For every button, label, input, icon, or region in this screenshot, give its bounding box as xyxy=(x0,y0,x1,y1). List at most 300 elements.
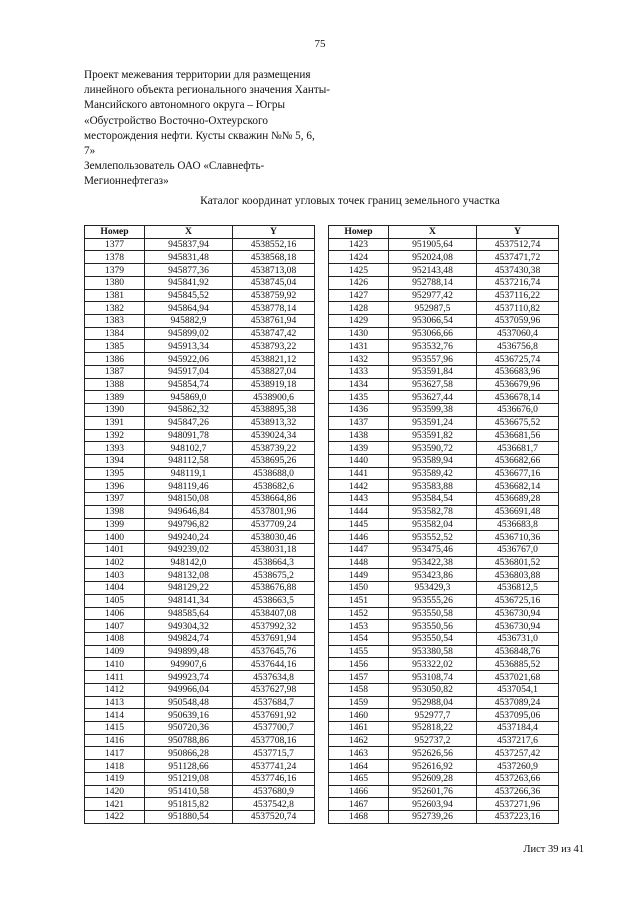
cell-y: 4537644,16 xyxy=(233,658,315,671)
table-row xyxy=(85,811,315,824)
cell-point-number: 1433 xyxy=(329,365,389,378)
cell-y: 4536725,74 xyxy=(477,353,559,366)
cell-point-number: 1449 xyxy=(329,569,389,582)
cell-y: 4536725,16 xyxy=(477,594,559,607)
cell-x: 952609,28 xyxy=(389,772,477,785)
cell-y: 4537741,24 xyxy=(233,760,315,773)
header-line: «Обустройство Восточно-Охтеурского xyxy=(84,114,268,127)
cell-x: 953583,88 xyxy=(389,480,477,493)
column-header-y: Y xyxy=(477,226,559,239)
table-row xyxy=(329,454,559,467)
table-row xyxy=(85,416,315,429)
table-row xyxy=(329,722,559,735)
cell-y: 4536730,94 xyxy=(477,620,559,633)
cell-point-number: 1380 xyxy=(85,276,145,289)
table-row xyxy=(85,518,315,531)
cell-y: 4539024,34 xyxy=(233,429,315,442)
cell-x: 952818,22 xyxy=(389,722,477,735)
table-row xyxy=(85,658,315,671)
cell-x: 948091,78 xyxy=(145,429,233,442)
cell-x: 950548,48 xyxy=(145,696,233,709)
coordinates-table-left xyxy=(84,225,315,824)
cell-y: 4536681,7 xyxy=(477,442,559,455)
cell-point-number: 1456 xyxy=(329,658,389,671)
cell-x: 953552,52 xyxy=(389,531,477,544)
cell-x: 952977,42 xyxy=(389,289,477,302)
cell-y: 4536803,88 xyxy=(477,569,559,582)
cell-x: 945882,9 xyxy=(145,315,233,328)
cell-y: 4538030,46 xyxy=(233,531,315,544)
cell-point-number: 1430 xyxy=(329,327,389,340)
cell-x: 949923,74 xyxy=(145,671,233,684)
cell-x: 950866,28 xyxy=(145,747,233,760)
table-row xyxy=(329,747,559,760)
cell-point-number: 1395 xyxy=(85,467,145,480)
cell-y: 4537430,38 xyxy=(477,264,559,277)
table-row xyxy=(329,671,559,684)
cell-y: 4537116,22 xyxy=(477,289,559,302)
cell-point-number: 1459 xyxy=(329,696,389,709)
cell-x: 948119,1 xyxy=(145,467,233,480)
cell-y: 4537184,4 xyxy=(477,722,559,735)
cell-point-number: 1399 xyxy=(85,518,145,531)
table-row xyxy=(85,251,315,264)
cell-y: 4537715,7 xyxy=(233,747,315,760)
table-row xyxy=(85,238,315,251)
cell-x: 951128,66 xyxy=(145,760,233,773)
cell-y: 4538031,18 xyxy=(233,543,315,556)
cell-x: 953066,54 xyxy=(389,315,477,328)
cell-x: 945831,48 xyxy=(145,251,233,264)
cell-point-number: 1427 xyxy=(329,289,389,302)
cell-point-number: 1420 xyxy=(85,785,145,798)
column-header-y: Y xyxy=(233,226,315,239)
table-row xyxy=(329,798,559,811)
cell-y: 4538759,92 xyxy=(233,289,315,302)
cell-x: 945917,04 xyxy=(145,365,233,378)
cell-y: 4538745,04 xyxy=(233,276,315,289)
cell-x: 949824,74 xyxy=(145,633,233,646)
cell-y: 4536682,14 xyxy=(477,480,559,493)
table-row xyxy=(329,289,559,302)
cell-x: 945922,06 xyxy=(145,353,233,366)
cell-x: 953599,38 xyxy=(389,404,477,417)
table-row xyxy=(85,289,315,302)
table-row xyxy=(85,582,315,595)
cell-y: 4538761,94 xyxy=(233,315,315,328)
cell-point-number: 1404 xyxy=(85,582,145,595)
cell-x: 945913,34 xyxy=(145,340,233,353)
table-row xyxy=(85,620,315,633)
cell-x: 953422,38 xyxy=(389,556,477,569)
cell-x: 951880,54 xyxy=(145,811,233,824)
table-row xyxy=(85,493,315,506)
table-row xyxy=(329,696,559,709)
cell-x: 953050,82 xyxy=(389,683,477,696)
cell-x: 953589,42 xyxy=(389,467,477,480)
cell-y: 4536679,96 xyxy=(477,378,559,391)
column-header-number: Номер xyxy=(329,226,389,239)
header-line: Мегионнефтегаз» xyxy=(84,175,169,188)
cell-point-number: 1381 xyxy=(85,289,145,302)
cell-x: 945845,52 xyxy=(145,289,233,302)
cell-point-number: 1403 xyxy=(85,569,145,582)
cell-point-number: 1394 xyxy=(85,454,145,467)
cell-x: 952143,48 xyxy=(389,264,477,277)
cell-x: 952601,76 xyxy=(389,785,477,798)
cell-y: 4538778,14 xyxy=(233,302,315,315)
cell-x: 950639,16 xyxy=(145,709,233,722)
cell-point-number: 1422 xyxy=(85,811,145,824)
cell-x: 949966,04 xyxy=(145,683,233,696)
table-row xyxy=(329,811,559,824)
cell-point-number: 1409 xyxy=(85,645,145,658)
table-row xyxy=(85,264,315,277)
cell-point-number: 1460 xyxy=(329,709,389,722)
cell-y: 4537257,42 xyxy=(477,747,559,760)
table-row xyxy=(329,467,559,480)
cell-point-number: 1439 xyxy=(329,442,389,455)
cell-point-number: 1458 xyxy=(329,683,389,696)
cell-point-number: 1393 xyxy=(85,442,145,455)
column-header-x: X xyxy=(145,226,233,239)
cell-point-number: 1455 xyxy=(329,645,389,658)
table-row xyxy=(329,543,559,556)
cell-point-number: 1437 xyxy=(329,416,389,429)
cell-y: 4536677,16 xyxy=(477,467,559,480)
cell-point-number: 1411 xyxy=(85,671,145,684)
cell-y: 4537021,68 xyxy=(477,671,559,684)
cell-x: 949304,32 xyxy=(145,620,233,633)
cell-x: 952626,56 xyxy=(389,747,477,760)
table-row xyxy=(329,340,559,353)
cell-y: 4538552,16 xyxy=(233,238,315,251)
cell-x: 949899,48 xyxy=(145,645,233,658)
cell-x: 945837,94 xyxy=(145,238,233,251)
cell-x: 953627,44 xyxy=(389,391,477,404)
column-header-number: Номер xyxy=(85,226,145,239)
table-row xyxy=(329,518,559,531)
cell-point-number: 1388 xyxy=(85,378,145,391)
cell-point-number: 1406 xyxy=(85,607,145,620)
cell-y: 4536691,48 xyxy=(477,505,559,518)
cell-x: 948142,0 xyxy=(145,556,233,569)
cell-x: 953591,82 xyxy=(389,429,477,442)
cell-x: 953555,26 xyxy=(389,594,477,607)
table-row xyxy=(329,416,559,429)
cell-y: 4538739,22 xyxy=(233,442,315,455)
cell-point-number: 1445 xyxy=(329,518,389,531)
table-row xyxy=(85,594,315,607)
cell-x: 953066,66 xyxy=(389,327,477,340)
cell-y: 4537992,32 xyxy=(233,620,315,633)
table-row xyxy=(85,378,315,391)
cell-point-number: 1386 xyxy=(85,353,145,366)
table-row xyxy=(329,785,559,798)
table-row xyxy=(85,505,315,518)
cell-point-number: 1428 xyxy=(329,302,389,315)
cell-point-number: 1454 xyxy=(329,633,389,646)
cell-y: 4538676,88 xyxy=(233,582,315,595)
cell-point-number: 1378 xyxy=(85,251,145,264)
cell-point-number: 1407 xyxy=(85,620,145,633)
cell-point-number: 1401 xyxy=(85,543,145,556)
cell-point-number: 1377 xyxy=(85,238,145,251)
table-row xyxy=(85,645,315,658)
table-row xyxy=(329,620,559,633)
cell-y: 4538827,04 xyxy=(233,365,315,378)
cell-x: 948112,58 xyxy=(145,454,233,467)
cell-point-number: 1453 xyxy=(329,620,389,633)
cell-y: 4536710,36 xyxy=(477,531,559,544)
table-row xyxy=(329,505,559,518)
cell-y: 4536756,8 xyxy=(477,340,559,353)
cell-x: 953550,58 xyxy=(389,607,477,620)
table-row xyxy=(85,404,315,417)
cell-y: 4536689,28 xyxy=(477,493,559,506)
cell-x: 951219,08 xyxy=(145,772,233,785)
cell-point-number: 1413 xyxy=(85,696,145,709)
cell-x: 949240,24 xyxy=(145,531,233,544)
cell-y: 4538688,0 xyxy=(233,467,315,480)
cell-y: 4536683,96 xyxy=(477,365,559,378)
cell-point-number: 1457 xyxy=(329,671,389,684)
table-row xyxy=(85,798,315,811)
cell-y: 4537216,74 xyxy=(477,276,559,289)
cell-x: 952737,2 xyxy=(389,734,477,747)
table-row xyxy=(85,607,315,620)
cell-y: 4536812,5 xyxy=(477,582,559,595)
cell-y: 4537512,74 xyxy=(477,238,559,251)
page-number: 75 xyxy=(314,38,326,50)
cell-x: 945864,94 xyxy=(145,302,233,315)
table-row xyxy=(329,251,559,264)
table-row xyxy=(85,454,315,467)
header-line: линейного объекта регионального значения Ханты- xyxy=(84,84,330,97)
cell-x: 953582,78 xyxy=(389,505,477,518)
cell-point-number: 1436 xyxy=(329,404,389,417)
cell-y: 4537471,72 xyxy=(477,251,559,264)
cell-point-number: 1462 xyxy=(329,734,389,747)
cell-x: 950788,86 xyxy=(145,734,233,747)
cell-y: 4537263,66 xyxy=(477,772,559,785)
cell-x: 945847,26 xyxy=(145,416,233,429)
cell-x: 951815,82 xyxy=(145,798,233,811)
cell-x: 953589,94 xyxy=(389,454,477,467)
cell-y: 4538663,5 xyxy=(233,594,315,607)
cell-point-number: 1452 xyxy=(329,607,389,620)
table-row xyxy=(329,353,559,366)
cell-point-number: 1426 xyxy=(329,276,389,289)
cell-y: 4537089,24 xyxy=(477,696,559,709)
cell-point-number: 1432 xyxy=(329,353,389,366)
cell-x: 945869,0 xyxy=(145,391,233,404)
cell-x: 953590,72 xyxy=(389,442,477,455)
cell-x: 948150,08 xyxy=(145,493,233,506)
cell-point-number: 1446 xyxy=(329,531,389,544)
cell-y: 4537634,8 xyxy=(233,671,315,684)
cell-point-number: 1391 xyxy=(85,416,145,429)
table-row xyxy=(85,722,315,735)
cell-point-number: 1424 xyxy=(329,251,389,264)
cell-point-number: 1440 xyxy=(329,454,389,467)
cell-y: 4538747,42 xyxy=(233,327,315,340)
table-row xyxy=(329,709,559,722)
table-row xyxy=(329,391,559,404)
cell-point-number: 1397 xyxy=(85,493,145,506)
table-row xyxy=(329,772,559,785)
table-row xyxy=(329,276,559,289)
cell-y: 4536767,0 xyxy=(477,543,559,556)
cell-point-number: 1468 xyxy=(329,811,389,824)
cell-y: 4537684,7 xyxy=(233,696,315,709)
table-row xyxy=(329,582,559,595)
table-header-row xyxy=(85,226,315,239)
cell-point-number: 1467 xyxy=(329,798,389,811)
table-row xyxy=(329,264,559,277)
table-row xyxy=(85,302,315,315)
cell-x: 952977,7 xyxy=(389,709,477,722)
table-row xyxy=(85,760,315,773)
cell-y: 4538793,22 xyxy=(233,340,315,353)
cell-y: 4537708,16 xyxy=(233,734,315,747)
cell-x: 945877,36 xyxy=(145,264,233,277)
cell-point-number: 1412 xyxy=(85,683,145,696)
cell-y: 4536885,52 xyxy=(477,658,559,671)
cell-y: 4537217,6 xyxy=(477,734,559,747)
cell-y: 4537059,96 xyxy=(477,315,559,328)
cell-point-number: 1389 xyxy=(85,391,145,404)
cell-y: 4537260,9 xyxy=(477,760,559,773)
table-row xyxy=(85,429,315,442)
cell-y: 4537691,94 xyxy=(233,633,315,646)
cell-y: 4537542,8 xyxy=(233,798,315,811)
table-row xyxy=(329,683,559,696)
cell-x: 952616,92 xyxy=(389,760,477,773)
cell-point-number: 1415 xyxy=(85,722,145,735)
table-row xyxy=(329,327,559,340)
table-row xyxy=(85,340,315,353)
cell-x: 949796,82 xyxy=(145,518,233,531)
cell-point-number: 1451 xyxy=(329,594,389,607)
cell-point-number: 1425 xyxy=(329,264,389,277)
table-row xyxy=(85,785,315,798)
table-row xyxy=(329,493,559,506)
cell-y: 4538682,6 xyxy=(233,480,315,493)
cell-point-number: 1443 xyxy=(329,493,389,506)
cell-point-number: 1414 xyxy=(85,709,145,722)
cell-x: 948585,64 xyxy=(145,607,233,620)
header-line: Мансийского автономного округа – Югры xyxy=(84,99,286,112)
header-line: 7» xyxy=(84,145,96,158)
cell-y: 4537266,36 xyxy=(477,785,559,798)
table-row xyxy=(85,734,315,747)
cell-y: 4536676,0 xyxy=(477,404,559,417)
cell-point-number: 1435 xyxy=(329,391,389,404)
table-row xyxy=(85,683,315,696)
cell-x: 945862,32 xyxy=(145,404,233,417)
table-row xyxy=(85,556,315,569)
table-row xyxy=(85,467,315,480)
cell-point-number: 1429 xyxy=(329,315,389,328)
header-line: Землепользователь ОАО «Славнефть- xyxy=(84,160,265,173)
table-row xyxy=(85,696,315,709)
cell-point-number: 1387 xyxy=(85,365,145,378)
cell-y: 4538695,26 xyxy=(233,454,315,467)
cell-x: 953627,58 xyxy=(389,378,477,391)
cell-point-number: 1461 xyxy=(329,722,389,735)
cell-point-number: 1405 xyxy=(85,594,145,607)
table-row xyxy=(329,404,559,417)
table-row xyxy=(329,645,559,658)
cell-x: 953322,02 xyxy=(389,658,477,671)
cell-x: 953591,84 xyxy=(389,365,477,378)
cell-point-number: 1447 xyxy=(329,543,389,556)
cell-point-number: 1382 xyxy=(85,302,145,315)
cell-y: 4536682,66 xyxy=(477,454,559,467)
cell-x: 953475,46 xyxy=(389,543,477,556)
cell-y: 4538713,08 xyxy=(233,264,315,277)
cell-x: 945899,02 xyxy=(145,327,233,340)
cell-x: 948129,22 xyxy=(145,582,233,595)
cell-y: 4537054,1 xyxy=(477,683,559,696)
catalog-title: Каталог координат угловых точек границ земельного участка xyxy=(200,195,500,207)
table-row xyxy=(85,327,315,340)
cell-y: 4537060,4 xyxy=(477,327,559,340)
table-row xyxy=(329,556,559,569)
cell-point-number: 1392 xyxy=(85,429,145,442)
table-row xyxy=(85,531,315,544)
cell-x: 953380,58 xyxy=(389,645,477,658)
cell-x: 949239,02 xyxy=(145,543,233,556)
cell-y: 4538675,2 xyxy=(233,569,315,582)
cell-x: 953582,04 xyxy=(389,518,477,531)
table-row xyxy=(85,353,315,366)
cell-point-number: 1441 xyxy=(329,467,389,480)
cell-x: 952603,94 xyxy=(389,798,477,811)
coordinates-table-right xyxy=(328,225,559,824)
cell-y: 4537271,96 xyxy=(477,798,559,811)
cell-y: 4536678,14 xyxy=(477,391,559,404)
cell-x: 952739,26 xyxy=(389,811,477,824)
cell-y: 4536848,76 xyxy=(477,645,559,658)
cell-x: 948132,08 xyxy=(145,569,233,582)
cell-x: 953429,3 xyxy=(389,582,477,595)
table-row xyxy=(85,543,315,556)
table-row xyxy=(85,569,315,582)
table-row xyxy=(85,442,315,455)
cell-x: 945854,74 xyxy=(145,378,233,391)
cell-y: 4537691,92 xyxy=(233,709,315,722)
cell-y: 4537223,16 xyxy=(477,811,559,824)
table-row xyxy=(85,671,315,684)
table-row xyxy=(329,531,559,544)
cell-point-number: 1416 xyxy=(85,734,145,747)
cell-point-number: 1438 xyxy=(329,429,389,442)
cell-y: 4538568,18 xyxy=(233,251,315,264)
cell-y: 4537801,96 xyxy=(233,505,315,518)
table-row xyxy=(329,607,559,620)
table-row xyxy=(329,429,559,442)
cell-y: 4537709,24 xyxy=(233,518,315,531)
cell-point-number: 1434 xyxy=(329,378,389,391)
table-row xyxy=(329,569,559,582)
table-row xyxy=(85,365,315,378)
cell-point-number: 1421 xyxy=(85,798,145,811)
cell-x: 953584,54 xyxy=(389,493,477,506)
cell-x: 953532,76 xyxy=(389,340,477,353)
cell-point-number: 1423 xyxy=(329,238,389,251)
